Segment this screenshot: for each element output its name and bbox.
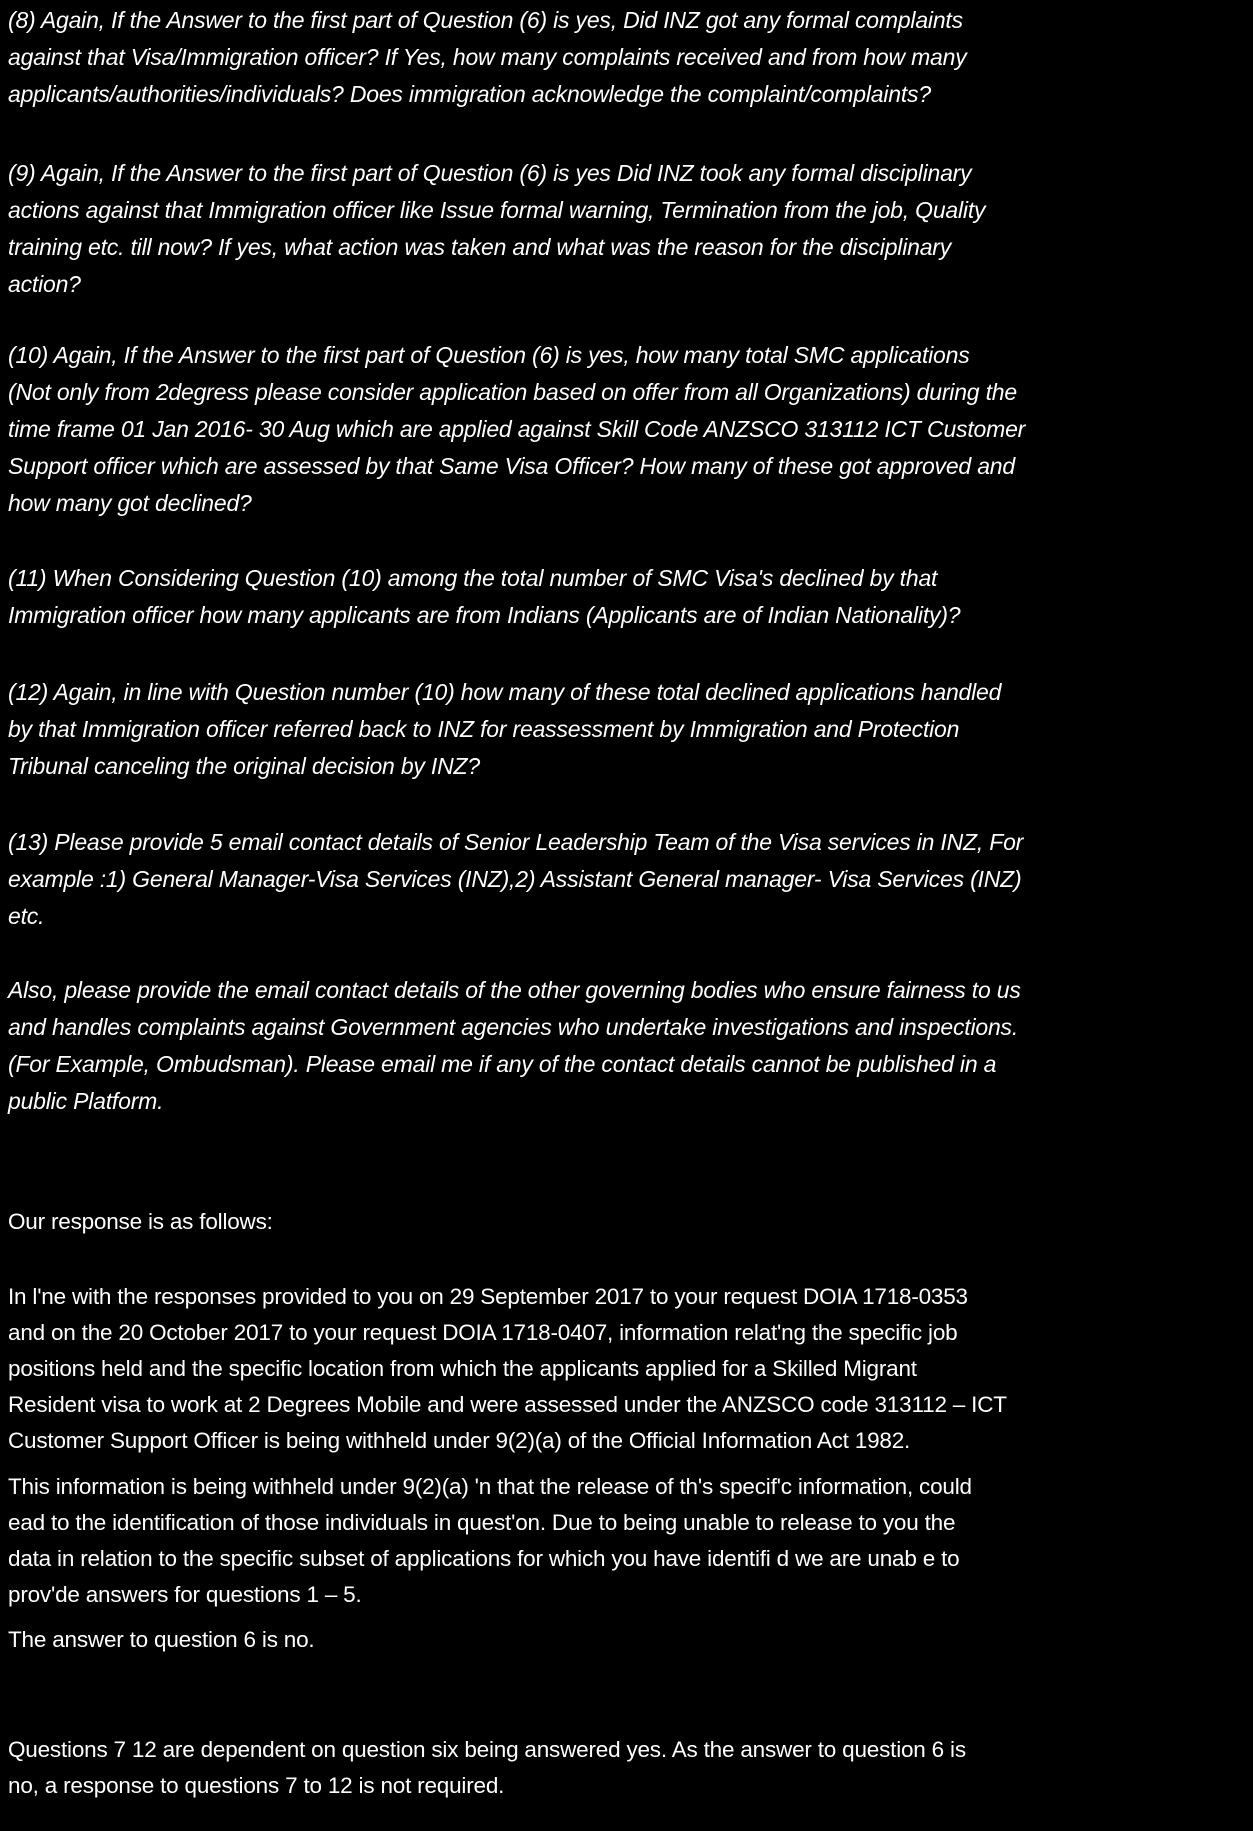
response-intro: Our response is as follows:: [8, 1209, 273, 1234]
question-12: (12) Again, in line with Question number (10) how many of these total declined applications handled by that Immigration officer referred back to INZ for reassessment by Immigration and Protection Tribunal canceling the original decision by INZ?: [8, 679, 1002, 779]
response-paragraph-1: In l'ne with the responses provided to you on 29 September 2017 to your request DOIA 1718-0353 and on the 20 October 2017 to your request DOIA 1718-0407, information relat'ng the specific job positions held and the specific location from which the applicants applied for a Skilled Migrant Resident visa to work at 2 Degrees Mobile and were assessed under the ANZSCO code 313112 – ICT Customer Support Officer is being withheld under 9(2)(a) of the Official Information Act 1982.: [8, 1284, 1007, 1453]
response-paragraph-2: This information is being withheld under 9(2)(a) 'n that the release of th's specif'c information, could ead to the identification of those individuals in quest'on. Due to being unable to release to you the data in relation to the specific subset of applications for which you have identifi d we are unab e to prov'de answers for questions 1 – 5.: [8, 1474, 972, 1607]
question-10: (10) Again, If the Answer to the first part of Question (6) is yes, how many total SMC applications (Not only from 2degress please consider application based on offer from all Organizations) during the time frame 01 Jan 2016- 30 Aug which are applied against Skill Code ANZSCO 313112 ICT Customer Support officer which are assessed by that Same Visa Officer? How many of these got approved and how many got declined?: [8, 342, 1026, 516]
response-paragraph-4: Questions 7 12 are dependent on question six being answered yes. As the answer to question 6 is no, a response to questions 7 to 12 is not required.: [8, 1737, 966, 1798]
question-also: Also, please provide the email contact details of the other governing bodies who ensure fairness to us and handles complaints against Government agencies who undertake investigations and inspections. (For Example, Ombudsman). Please email me if any of the contact details cannot be published in a public Platform.: [8, 977, 1021, 1114]
question-11: (11) When Considering Question (10) among the total number of SMC Visa's declined by that Immigration officer how many applicants are from Indians (Applicants are of Indian Nationality)?: [8, 565, 961, 628]
response-paragraph-3: The answer to question 6 is no.: [8, 1627, 315, 1652]
question-9: (9) Again, If the Answer to the first part of Question (6) is yes Did INZ took any formal disciplinary actions against that Immigration officer like Issue formal warning, Termination from the job, Quality training etc. till now? If yes, what action was taken and what was the reason for the disciplinary action?: [8, 160, 986, 297]
question-8: (8) Again, If the Answer to the first part of Question (6) is yes, Did INZ got any formal complaints against that Visa/Immigration officer? If Yes, how many complaints received and from how many applicants/authorities/individuals? Does immigration acknowledge the complaint/complaints?: [8, 7, 967, 107]
question-13: (13) Please provide 5 email contact details of Senior Leadership Team of the Visa services in INZ, For example :1) General Manager-Visa Services (INZ),2) Assistant General manager- Visa Services (INZ) etc.: [8, 829, 1024, 929]
